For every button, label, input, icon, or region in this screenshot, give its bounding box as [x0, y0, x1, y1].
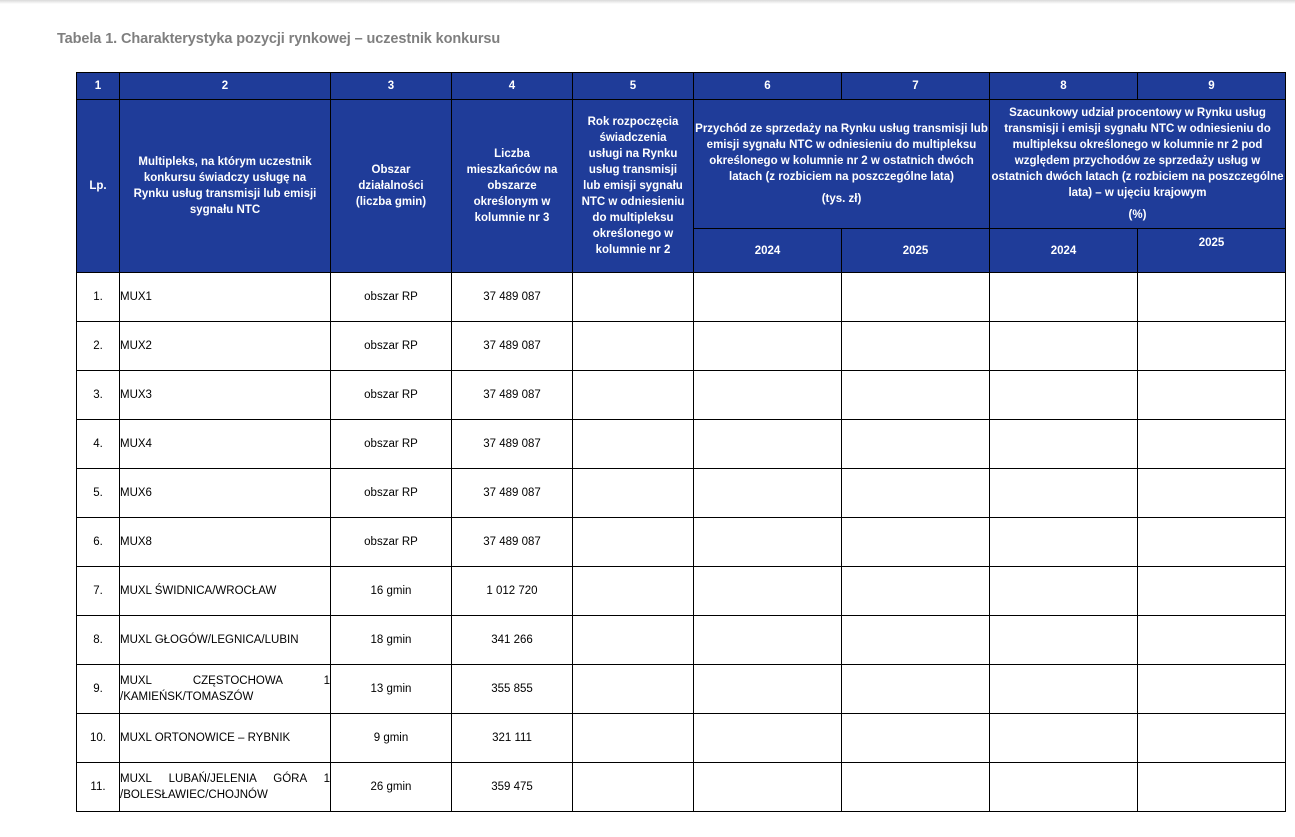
row-lp: 5. [77, 469, 120, 518]
row-share-2024-cell[interactable] [990, 763, 1138, 812]
row-start-year-cell[interactable] [573, 518, 694, 567]
row-lp: 9. [77, 665, 120, 714]
column-number: 5 [573, 73, 694, 100]
row-revenue-2024-cell[interactable] [694, 322, 842, 371]
row-revenue-2024-cell[interactable] [694, 371, 842, 420]
header-start-year-text: Rok rozpoczęcia świadczenia usługi na Rynku usług transmisji lub emisji sygnału NTC w odniesieniu do multipleksu określonego w kolumnie nr 2 [581, 116, 685, 256]
row-lp: 6. [77, 518, 120, 567]
row-population: 341 266 [452, 616, 573, 665]
row-population: 37 489 087 [452, 371, 573, 420]
row-share-2024-cell[interactable] [990, 714, 1138, 763]
row-revenue-2024-cell[interactable] [694, 518, 842, 567]
column-number: 7 [842, 73, 990, 100]
column-number: 8 [990, 73, 1138, 100]
row-start-year-cell[interactable] [573, 616, 694, 665]
row-share-2024-cell[interactable] [990, 665, 1138, 714]
row-lp: 10. [77, 714, 120, 763]
row-revenue-2024-cell[interactable] [694, 763, 842, 812]
row-multiplex: MUX4 [120, 420, 331, 469]
row-share-2024-cell[interactable] [990, 518, 1138, 567]
row-revenue-2024-cell[interactable] [694, 420, 842, 469]
row-start-year-cell[interactable] [573, 371, 694, 420]
row-area: 13 gmin [331, 665, 452, 714]
row-share-2025-cell[interactable] [1138, 763, 1286, 812]
row-share-2025-cell[interactable] [1138, 616, 1286, 665]
row-population: 355 855 [452, 665, 573, 714]
row-multiplex: MUXL LUBAŃ/JELENIA GÓRA 1 /BOLESŁAWIEC/CHOJNÓW [120, 763, 331, 812]
row-share-2025-cell[interactable] [1138, 371, 1286, 420]
row-multiplex: MUX6 [120, 469, 331, 518]
header-revenue-year: 2025 [842, 229, 990, 273]
row-population: 37 489 087 [452, 518, 573, 567]
row-revenue-2025-cell[interactable] [842, 322, 990, 371]
header-area: Obszar działalności (liczba gmin) [331, 100, 452, 273]
column-number: 3 [331, 73, 452, 100]
row-multiplex: MUXL ORTONOWICE – RYBNIK [120, 714, 331, 763]
row-share-2024-cell[interactable] [990, 273, 1138, 322]
row-multiplex: MUX8 [120, 518, 331, 567]
table-row [77, 518, 1286, 567]
row-start-year-cell[interactable] [573, 469, 694, 518]
row-start-year-cell[interactable] [573, 567, 694, 616]
row-area: 26 gmin [331, 763, 452, 812]
row-share-2025-cell[interactable] [1138, 420, 1286, 469]
row-revenue-2025-cell[interactable] [842, 469, 990, 518]
row-start-year-cell[interactable] [573, 273, 694, 322]
header-start-year [573, 100, 694, 273]
page-top-edge [0, 0, 1295, 4]
table-row [77, 469, 1286, 518]
row-multiplex: MUX3 [120, 371, 331, 420]
row-population: 37 489 087 [452, 273, 573, 322]
row-start-year-cell[interactable] [573, 420, 694, 469]
header-multiplex: Multipleks, na którym uczestnik konkursu świadczy usługę na Rynku usług transmisji lub emisji sygnału NTC [120, 100, 331, 273]
row-area: 9 gmin [331, 714, 452, 763]
row-area: obszar RP [331, 518, 452, 567]
row-revenue-2025-cell[interactable] [842, 273, 990, 322]
row-share-2025-cell[interactable] [1138, 567, 1286, 616]
row-multiplex: MUXL ŚWIDNICA/WROCŁAW [120, 567, 331, 616]
table-row [77, 763, 1286, 812]
header-share [990, 100, 1286, 229]
row-area: obszar RP [331, 469, 452, 518]
header-row [77, 100, 1286, 229]
table-caption: Tabela 1. Charakterystyka pozycji rynkowej – uczestnik konkursu [57, 31, 501, 47]
row-start-year-cell[interactable] [573, 665, 694, 714]
row-revenue-2025-cell[interactable] [842, 763, 990, 812]
row-share-2025-cell[interactable] [1138, 469, 1286, 518]
header-revenue [694, 100, 990, 229]
row-share-2025-cell[interactable] [1138, 322, 1286, 371]
header-share-unit: (%) [1128, 209, 1147, 221]
header-population: Liczba mieszkańców na obszarze określonym w kolumnie nr 3 [452, 100, 573, 273]
header-revenue-unit: (tys. zł) [821, 193, 862, 205]
header-revenue-text: Przychód ze sprzedaży na Rynku usług transmisji lub emisji sygnału NTC w odniesieniu do multipleksu określonego w kolumnie nr 2 w ostatnich dwóch latach (z rozbiciem na poszczególne lata) [695, 123, 988, 183]
row-revenue-2025-cell[interactable] [842, 616, 990, 665]
row-share-2024-cell[interactable] [990, 371, 1138, 420]
header-share-year: 2025 [1138, 229, 1286, 273]
header-share-text: Szacunkowy udział procentowy w Rynku usług transmisji i emisji sygnału NTC w odniesieniu do multipleksu określonego w kolumnie nr 2 pod względem przychodów ze sprzedaży usług w ostatnich dwóch latach (z rozbiciem na poszczególne lata) – w ujęciu krajowym [991, 107, 1284, 199]
row-lp: 1. [77, 273, 120, 322]
row-multiplex: MUXL GŁOGÓW/LEGNICA/LUBIN [120, 616, 331, 665]
row-population: 37 489 087 [452, 469, 573, 518]
row-population: 37 489 087 [452, 322, 573, 371]
header-revenue-year: 2024 [694, 229, 842, 273]
row-revenue-2024-cell[interactable] [694, 273, 842, 322]
row-lp: 3. [77, 371, 120, 420]
row-share-2024-cell[interactable] [990, 567, 1138, 616]
row-share-2024-cell[interactable] [990, 469, 1138, 518]
row-share-2025-cell[interactable] [1138, 714, 1286, 763]
row-revenue-2024-cell[interactable] [694, 714, 842, 763]
table-row [77, 420, 1286, 469]
column-number: 4 [452, 73, 573, 100]
row-lp: 4. [77, 420, 120, 469]
row-share-2025-cell[interactable] [1138, 273, 1286, 322]
row-area: 16 gmin [331, 567, 452, 616]
row-share-2024-cell[interactable] [990, 616, 1138, 665]
column-number: 9 [1138, 73, 1286, 100]
row-start-year-cell[interactable] [573, 322, 694, 371]
table-row [77, 322, 1286, 371]
row-revenue-2024-cell[interactable] [694, 567, 842, 616]
row-share-2024-cell[interactable] [990, 420, 1138, 469]
column-number: 6 [694, 73, 842, 100]
market-position-table [76, 72, 1286, 812]
row-area: obszar RP [331, 273, 452, 322]
row-lp: 11. [77, 763, 120, 812]
row-area: obszar RP [331, 322, 452, 371]
table-row [77, 567, 1286, 616]
column-number: 2 [120, 73, 331, 100]
row-revenue-2024-cell[interactable] [694, 616, 842, 665]
table-row [77, 616, 1286, 665]
row-start-year-cell[interactable] [573, 763, 694, 812]
row-share-2024-cell[interactable] [990, 322, 1138, 371]
row-multiplex: MUX1 [120, 273, 331, 322]
table-row [77, 665, 1286, 714]
row-revenue-2025-cell[interactable] [842, 714, 990, 763]
row-revenue-2025-cell[interactable] [842, 518, 990, 567]
row-lp: 7. [77, 567, 120, 616]
row-lp: 2. [77, 322, 120, 371]
row-share-2025-cell[interactable] [1138, 518, 1286, 567]
column-number: 1 [77, 73, 120, 100]
row-revenue-2025-cell[interactable] [842, 567, 990, 616]
row-population: 37 489 087 [452, 420, 573, 469]
row-multiplex: MUX2 [120, 322, 331, 371]
row-start-year-cell[interactable] [573, 714, 694, 763]
table-row [77, 273, 1286, 322]
row-population: 359 475 [452, 763, 573, 812]
row-population: 1 012 720 [452, 567, 573, 616]
table-row [77, 371, 1286, 420]
row-area: 18 gmin [331, 616, 452, 665]
row-revenue-2024-cell[interactable] [694, 469, 842, 518]
column-number-row [77, 73, 1286, 100]
row-revenue-2025-cell[interactable] [842, 420, 990, 469]
row-revenue-2025-cell[interactable] [842, 665, 990, 714]
table-row [77, 714, 1286, 763]
row-multiplex: MUXL CZĘSTOCHOWA 1 /KAMIEŃSK/TOMASZÓW [120, 665, 331, 714]
row-lp: 8. [77, 616, 120, 665]
row-population: 321 111 [452, 714, 573, 763]
row-revenue-2025-cell[interactable] [842, 371, 990, 420]
row-area: obszar RP [331, 371, 452, 420]
header-share-year: 2024 [990, 229, 1138, 273]
row-share-2025-cell[interactable] [1138, 665, 1286, 714]
row-area: obszar RP [331, 420, 452, 469]
header-lp: Lp. [77, 100, 120, 273]
row-revenue-2024-cell[interactable] [694, 665, 842, 714]
